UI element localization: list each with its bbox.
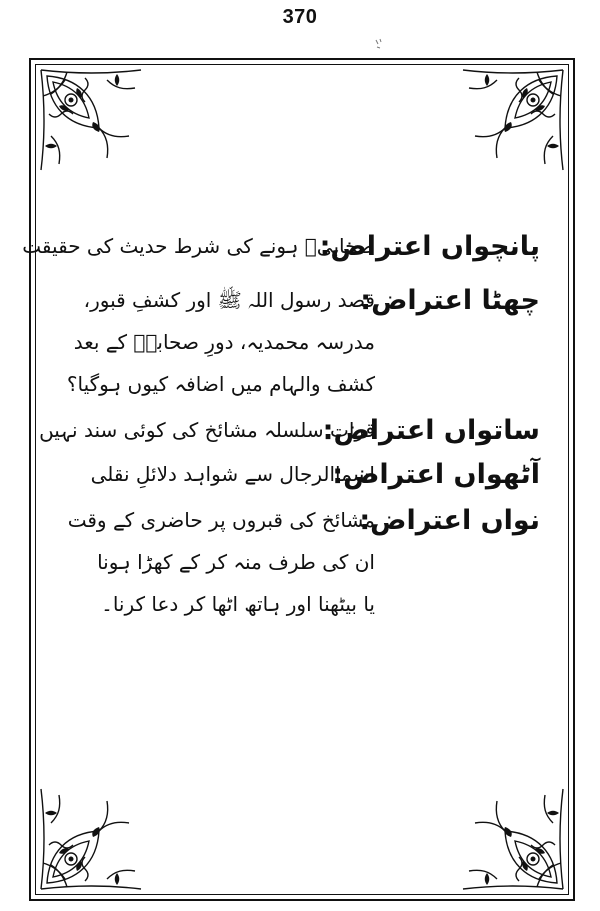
objection-heading: چھٹا اعتراض:: [360, 285, 540, 316]
objection-line: ان کی طرف منہ کر کے کھڑا ہونا: [97, 550, 375, 574]
objection-line: قرات سلسلہ مشائخ کی کوئی سند نہیں: [39, 418, 375, 442]
objection-line: یا بیٹھنا اور ہاتھ اٹھا کر دعا کرنا۔: [101, 592, 375, 616]
objection-line: مدرسہ محمدیہ، دورِ صحابہؓ کے بعد: [73, 330, 375, 354]
objection-text: [39, 409, 375, 451]
objection-line: اسماالرجال سے شواہد دلائلِ نقلی: [90, 462, 375, 486]
corner-ornament-top-left: [37, 66, 147, 176]
objection-heading: ساتواں اعتراض:: [322, 415, 540, 446]
corner-ornament-bottom-right: [457, 783, 567, 893]
objection-line: کشف والہام میں اضافہ کیوں ہوگیا؟: [66, 372, 375, 396]
objections-list: [22, 225, 540, 625]
objection-text: [22, 225, 375, 267]
objection-text: [60, 453, 375, 495]
corner-ornament-top-right: [457, 66, 567, 176]
stray-mark: [374, 38, 384, 50]
objection-heading: آٹھواں اعتراض:: [332, 459, 540, 490]
objection-heading: پانچواں اعتراض:: [319, 231, 540, 262]
objection-8: [60, 453, 540, 497]
objection-text: [60, 499, 375, 625]
objection-line: قصد رسول اللہ ﷺ اور کشفِ قبور،: [83, 288, 375, 312]
objection-line: مشائخ کی قبروں پر حاضری کے وقت: [67, 508, 375, 532]
page-number: 370: [282, 6, 318, 28]
objection-9: [60, 499, 540, 625]
corner-ornament-bottom-left: [37, 783, 147, 893]
objection-6: [60, 279, 540, 405]
objection-line: صحابیؓ ہونے کی شرط حدیث کی حقیقت: [22, 234, 375, 258]
objection-7: [39, 409, 540, 453]
objection-5: [22, 225, 540, 269]
objection-heading: نواں اعتراض:: [359, 505, 540, 536]
objection-text: [60, 279, 375, 405]
